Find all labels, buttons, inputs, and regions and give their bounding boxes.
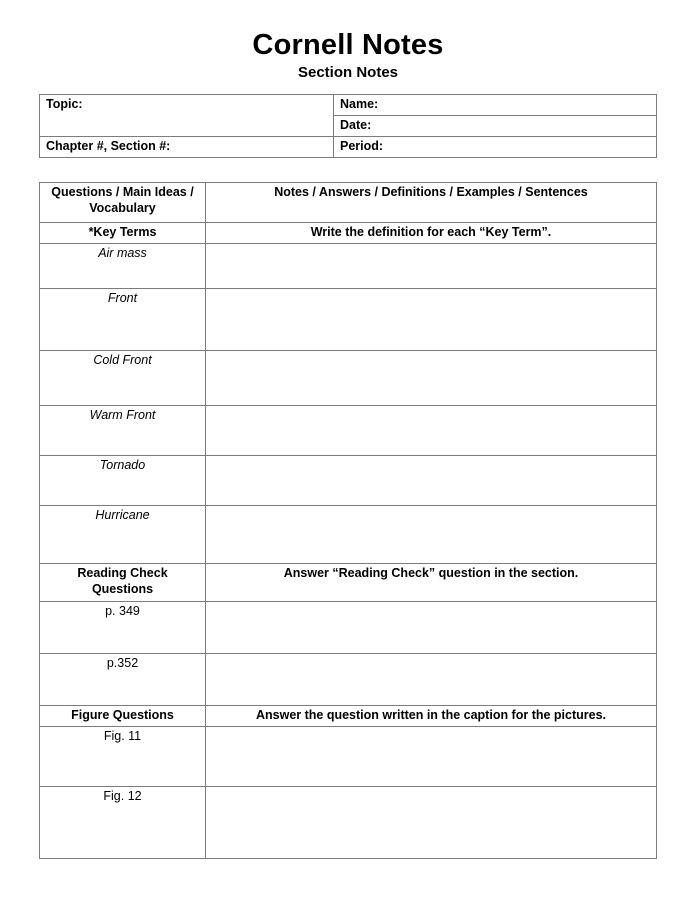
reading-check-ref-p349: p. 349 <box>40 601 206 653</box>
student-info-table <box>39 94 657 158</box>
section-label-key-terms: *Key Terms <box>40 222 206 243</box>
answer-area-air-mass[interactable] <box>206 243 657 288</box>
cornell-notes-table <box>39 182 657 859</box>
table-row <box>40 786 657 858</box>
key-term-cold-front: Cold Front <box>40 350 206 405</box>
section-label-reading-check: Reading Check Questions <box>40 563 206 601</box>
answer-area-p349[interactable] <box>206 601 657 653</box>
table-row <box>40 726 657 786</box>
table-row <box>40 505 657 563</box>
table-header-row <box>40 182 657 222</box>
table-row <box>40 405 657 455</box>
column-header-questions: Questions / Main Ideas / Vocabulary <box>40 182 206 222</box>
title-block <box>0 0 696 82</box>
figure-ref-fig-11: Fig. 11 <box>40 726 206 786</box>
answer-area-warm-front[interactable] <box>206 405 657 455</box>
answer-area-hurricane[interactable] <box>206 505 657 563</box>
column-header-notes: Notes / Answers / Definitions / Examples / Sentences <box>206 182 657 222</box>
topic-field-label[interactable]: Topic: <box>40 94 334 136</box>
date-field-label[interactable]: Date: <box>334 115 657 136</box>
period-field-label[interactable]: Period: <box>334 136 657 157</box>
answer-area-fig-12[interactable] <box>206 786 657 858</box>
table-row <box>40 94 657 115</box>
page-subtitle: Section Notes <box>297 64 399 82</box>
section-instruction-key-terms: Write the definition for each “Key Term”. <box>206 222 657 243</box>
section-header-row-reading-check <box>40 563 657 601</box>
answer-area-cold-front[interactable] <box>206 350 657 405</box>
key-term-front: Front <box>40 288 206 350</box>
table-row <box>40 243 657 288</box>
key-term-tornado: Tornado <box>40 455 206 505</box>
key-term-hurricane: Hurricane <box>40 505 206 563</box>
answer-area-fig-11[interactable] <box>206 726 657 786</box>
table-row <box>40 288 657 350</box>
page-title: Cornell Notes <box>252 29 444 61</box>
table-row <box>40 653 657 705</box>
section-header-row-key-terms <box>40 222 657 243</box>
table-row <box>40 455 657 505</box>
section-label-figure-questions: Figure Questions <box>40 705 206 726</box>
key-term-air-mass: Air mass <box>40 243 206 288</box>
answer-area-front[interactable] <box>206 288 657 350</box>
section-instruction-figure-questions: Answer the question written in the caption for the pictures. <box>206 705 657 726</box>
section-header-row-figure-questions <box>40 705 657 726</box>
answer-area-tornado[interactable] <box>206 455 657 505</box>
key-term-warm-front: Warm Front <box>40 405 206 455</box>
name-field-label[interactable]: Name: <box>334 94 657 115</box>
figure-ref-fig-12: Fig. 12 <box>40 786 206 858</box>
table-row <box>40 136 657 157</box>
table-row <box>40 601 657 653</box>
section-instruction-reading-check: Answer “Reading Check” question in the section. <box>206 563 657 601</box>
chapter-section-field-label[interactable]: Chapter #, Section #: <box>40 136 334 157</box>
answer-area-p352[interactable] <box>206 653 657 705</box>
reading-check-ref-p352: p.352 <box>40 653 206 705</box>
table-row <box>40 350 657 405</box>
